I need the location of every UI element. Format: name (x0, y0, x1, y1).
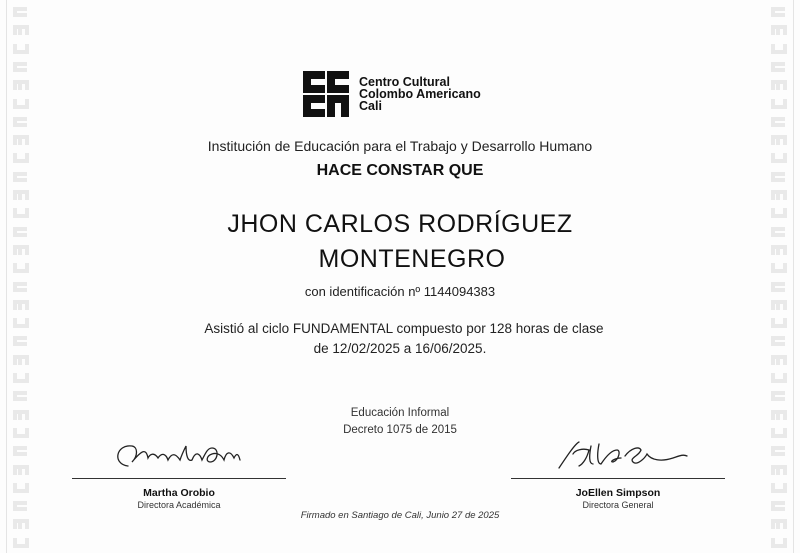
watermark-glyph (769, 4, 789, 20)
signer-role-right: Directora General (582, 500, 654, 510)
watermark-glyph (769, 297, 789, 313)
watermark-glyph (769, 59, 789, 75)
signer-name-left: Martha Orobio (143, 487, 215, 499)
watermark-glyph (769, 96, 789, 112)
education-type: Educación Informal (350, 407, 450, 419)
logo-line-2: Colombo Americano (359, 87, 481, 101)
cca-logo-icon (301, 71, 351, 117)
watermark-glyph (769, 187, 789, 203)
watermark-glyph (769, 535, 789, 551)
logo-line-3: Cali (359, 99, 382, 113)
watermark-glyph (769, 462, 789, 478)
watermark-glyph (11, 187, 31, 203)
signer-role-left: Directora Académica (137, 500, 221, 510)
watermark-glyph (769, 22, 789, 38)
identification-text: con identificación nº 1144094383 (304, 284, 496, 299)
signed-place-date: Firmado en Santiago de Cali, Junio 27 de 2025 (300, 510, 500, 521)
logo (301, 70, 501, 118)
handwritten-signature-right (511, 436, 725, 474)
cycle-text-line-1: Asistió al ciclo FUNDAMENTAL compuesto por 128 horas de clase (204, 321, 604, 336)
watermark-glyph (769, 480, 789, 496)
watermark-glyph (11, 96, 31, 112)
signature-line-right (511, 478, 725, 479)
watermark-glyph (11, 41, 31, 57)
signature-line-left (72, 478, 286, 479)
watermark-glyph (11, 297, 31, 313)
recipient-name-line-2: MONTENEGRO (318, 245, 506, 273)
watermark-glyph (769, 41, 789, 57)
watermark-glyph (11, 480, 31, 496)
decree-text: Decreto 1075 de 2015 (343, 424, 457, 436)
institution-text: Institución de Educación para el Trabajo y Desarrollo Humano (207, 138, 593, 154)
watermark-glyph (11, 462, 31, 478)
watermark-glyph (11, 535, 31, 551)
signature-block-left (72, 436, 286, 510)
recipient-name-line-1: JHON CARLOS RODRÍGUEZ (227, 210, 573, 238)
watermark-glyph (11, 59, 31, 75)
watermark-glyph (769, 114, 789, 130)
left-watermark-pattern (8, 0, 34, 553)
watermark-glyph (769, 370, 789, 386)
cycle-text-line-2: de 12/02/2025 a 16/06/2025. (313, 341, 487, 356)
watermark-glyph (11, 443, 31, 459)
watermark-glyph (11, 4, 31, 20)
logo-text (359, 76, 481, 112)
watermark-glyph (11, 388, 31, 404)
watermark-glyph (769, 443, 789, 459)
watermark-glyph (769, 77, 789, 93)
watermark-glyph (11, 22, 31, 38)
watermark-glyph (11, 77, 31, 93)
certificate-heading: HACE CONSTAR QUE (316, 162, 484, 179)
watermark-glyph (11, 370, 31, 386)
right-watermark-pattern (766, 0, 792, 553)
handwritten-signature-left (72, 436, 286, 474)
signer-name-right: JoEllen Simpson (575, 487, 661, 499)
logo-line-1: Centro Cultural (359, 75, 450, 89)
watermark-glyph (769, 388, 789, 404)
watermark-glyph (11, 114, 31, 130)
signature-block-right (511, 436, 725, 510)
